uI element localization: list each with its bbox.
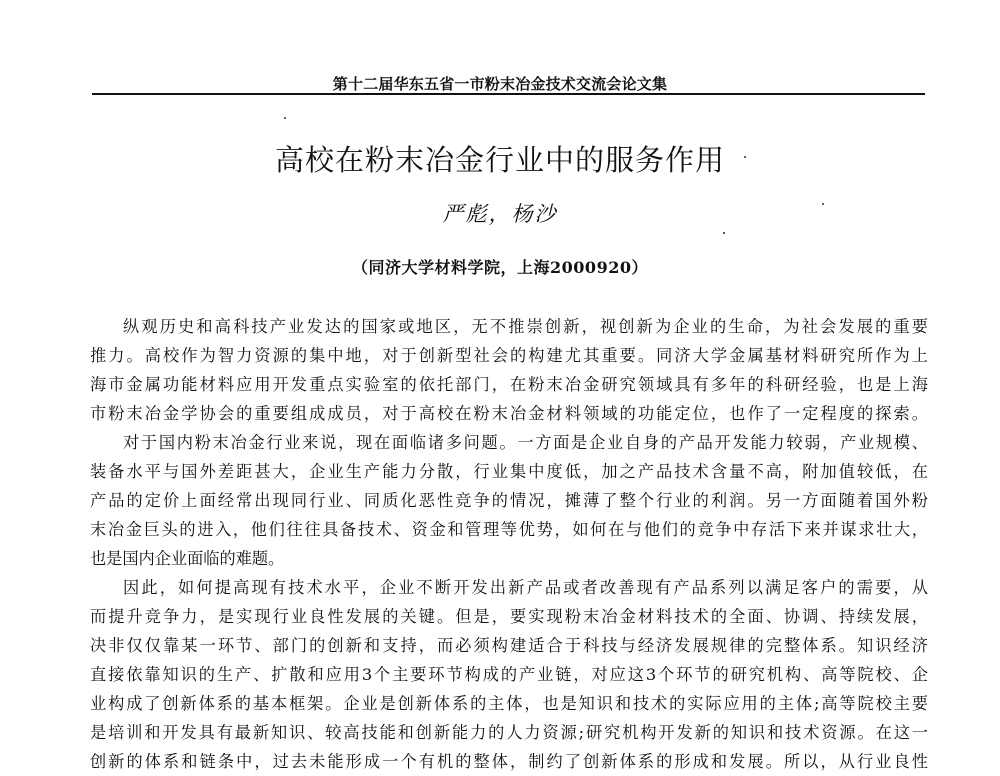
body-line: 对于国内粉末冶金行业来说，现在面临诸多问题。一方面是企业自身的产品开发能力较弱，产业规模、 <box>123 433 928 452</box>
body-line: 因此，如何提高现有技术水平，企业不断开发出新产品或者改善现有产品系列以满足客户的需要，从 <box>123 578 928 597</box>
scan-speck <box>723 232 725 234</box>
header-rule <box>92 93 925 95</box>
body-line: 产品的定价上面经常出现同行业、同质化恶性竞争的情况，摊薄了整个行业的利润。另一方面随着国外粉 <box>90 491 928 510</box>
body-line: 推力。高校作为智力资源的集中地，对于创新型社会的构建尤其重要。同济大学金属基材料研究所作为上 <box>90 346 928 365</box>
body-line: 创新的体系和链条中，过去未能形成一个有机的整体，制约了创新体系的形成和发展。所以，从行业良性 <box>90 752 928 771</box>
body-line: 末冶金巨头的进入，他们往往具备技术、资金和管理等优势，如何在与他们的竞争中存活下来并谋求壮大， <box>90 520 928 539</box>
body-line: 市粉末冶金学协会的重要组成成员，对于高校在粉末冶金材料领域的功能定位，也作了一定程度的探索。 <box>90 404 928 423</box>
body-line: 装备水平与国外差距甚大，企业生产能力分散，行业集中度低，加之产品技术含量不高，附加值较低，在 <box>90 462 928 481</box>
body-line: 决非仅仅靠某一环节、部门的创新和支持，而必须构建适合于科技与经济发展规律的完整体系。知识经济 <box>90 636 928 655</box>
running-head: 第十二届华东五省一市粉末冶金技术交流会论文集 <box>332 75 668 93</box>
body-line: 海市金属功能材料应用开发重点实验室的依托部门，在粉末冶金研究领域具有多年的科研经验，也是上海 <box>90 375 928 394</box>
scan-speck <box>284 117 286 119</box>
body-line: 业构成了创新体系的基本框架。企业是创新体系的主体，也是知识和技术的实际应用的主体;高等院校主要 <box>90 694 928 713</box>
paper-affiliation: （同济大学材料学院，上海2000920） <box>352 258 648 277</box>
body-line: 纵观历史和高科技产业发达的国家或地区，无不推崇创新，视创新为企业的生命，为社会发展的重要 <box>123 317 928 336</box>
paper-authors: 严彪，杨沙 <box>442 202 558 226</box>
scan-speck <box>822 203 824 205</box>
scan-speck <box>744 156 746 158</box>
body-line: 直接依靠知识的生产、扩散和应用3个主要环节构成的产业链，对应这3个环节的研究机构、高等院校、企 <box>90 665 928 684</box>
body-line: 是培训和开发具有最新知识、较高技能和创新能力的人力资源;研究机构开发新的知识和技术资源。在这一 <box>90 723 928 742</box>
body-line: 而提升竞争力，是实现行业良性发展的关键。但是，要实现粉末冶金材料技术的全面、协调、持续发展， <box>90 607 928 626</box>
body-text <box>90 312 928 776</box>
paper-title: 高校在粉末冶金行业中的服务作用 <box>274 143 725 177</box>
body-line: 也是国内企业面临的难题。 <box>90 549 285 568</box>
